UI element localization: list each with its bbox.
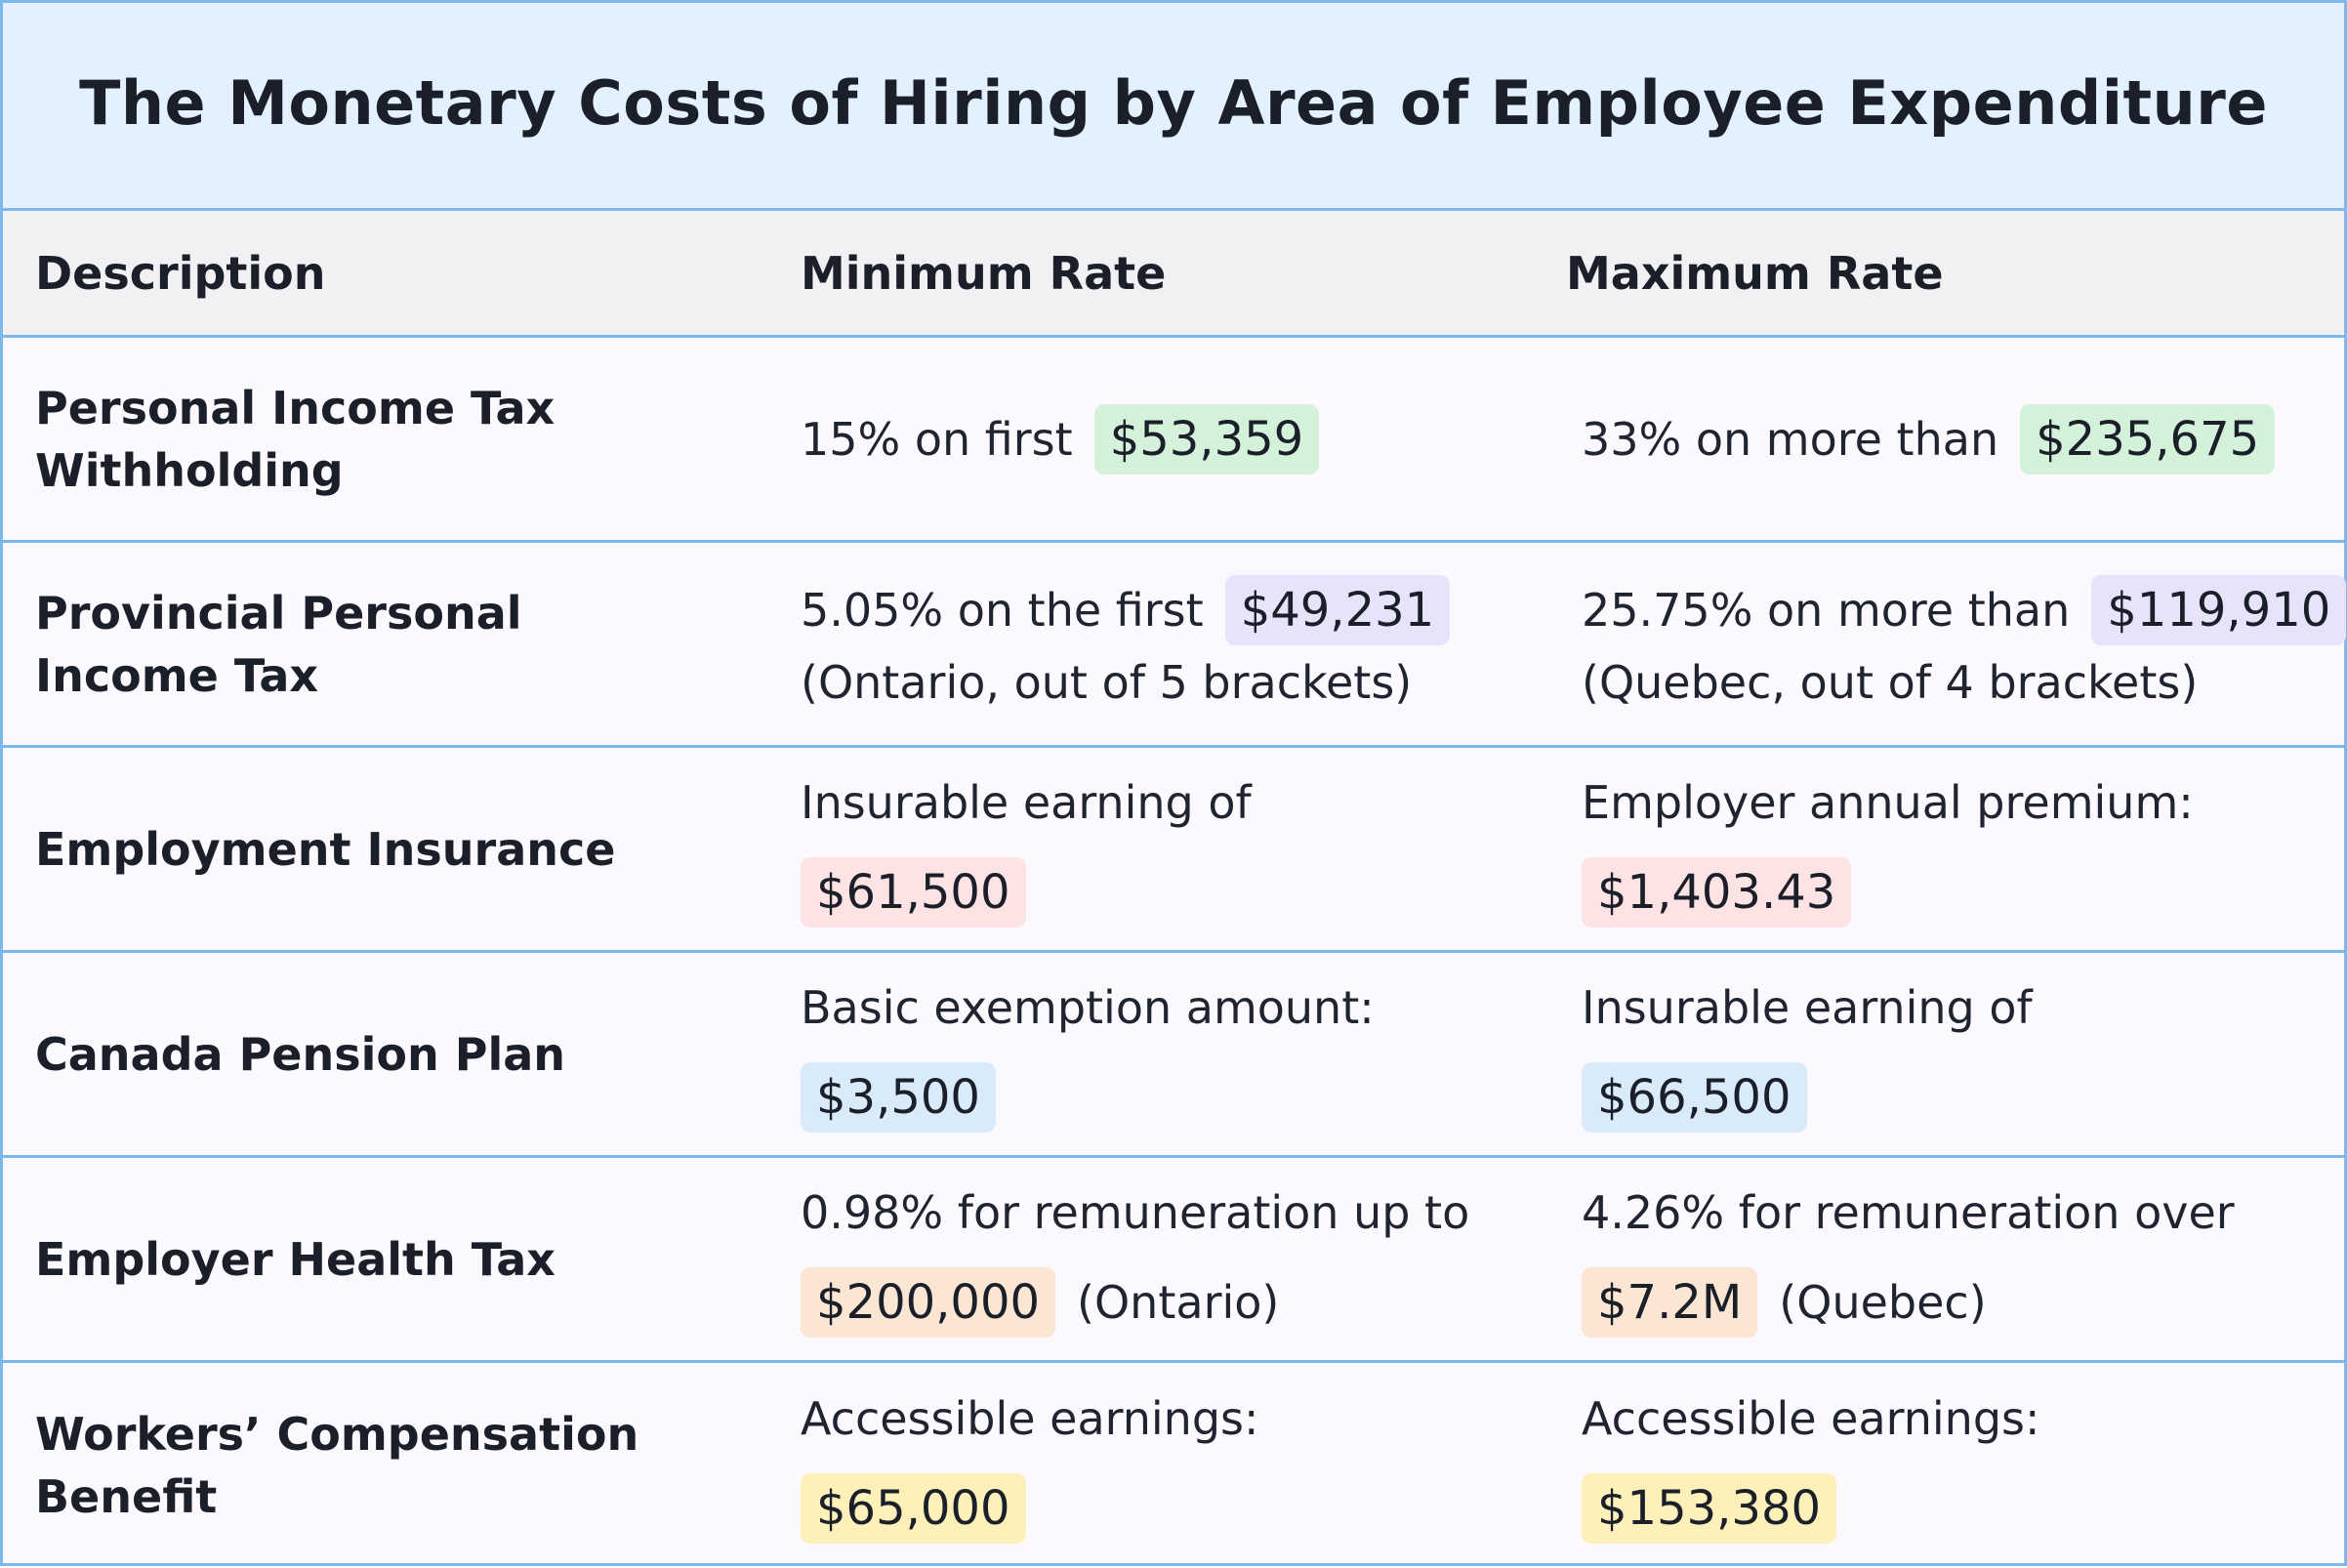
maximum-rate-cell <box>1582 1363 2324 1568</box>
amount-highlight: $61,500 <box>801 857 1026 928</box>
rate-text: 25.75% on more than <box>1582 583 2071 637</box>
header-minimum-rate: Minimum Rate <box>801 246 1167 300</box>
rate-line <box>1582 857 2324 928</box>
description-line: Withholding <box>35 443 344 497</box>
rate-line <box>801 857 1503 928</box>
rate-text: Insurable earning of <box>801 775 1252 829</box>
amount-highlight: $3,500 <box>801 1062 996 1133</box>
rate-text: Accessible earnings: <box>1582 1392 2040 1445</box>
rate-text: 33% on more than <box>1582 412 1999 466</box>
rate-line <box>801 1267 1503 1338</box>
rate-line <box>801 575 1503 645</box>
table-row-employment-insurance <box>3 748 2344 953</box>
table-row-personal-income-tax <box>3 338 2344 543</box>
row-description <box>35 953 719 1155</box>
header-maximum-rate: Maximum Rate <box>1566 246 1944 300</box>
rate-line <box>1582 575 2331 645</box>
amount-highlight: $119,910 <box>2091 575 2346 645</box>
rate-text: 15% on first <box>801 412 1073 466</box>
minimum-rate-cell <box>801 338 1503 540</box>
rate-text: 4.26% for remuneration over <box>1582 1185 2235 1239</box>
table-row-provincial-income-tax <box>3 543 2344 748</box>
maximum-rate-cell <box>1582 543 2331 745</box>
table-row-employer-health-tax <box>3 1158 2344 1363</box>
rate-note: (Quebec, out of 4 brackets) <box>1582 655 2199 709</box>
rate-text: Accessible earnings: <box>801 1392 1259 1445</box>
table-row-canada-pension-plan <box>3 953 2344 1158</box>
amount-highlight: $65,000 <box>801 1473 1026 1544</box>
row-description <box>35 543 719 745</box>
amount-highlight: $1,403.43 <box>1582 857 1851 928</box>
rate-line <box>1582 1062 2324 1133</box>
table-row-workers-compensation <box>3 1363 2344 1568</box>
minimum-rate-cell <box>801 953 1503 1155</box>
rate-text: Basic exemption amount: <box>801 980 1375 1034</box>
maximum-rate-cell <box>1582 953 2324 1155</box>
rate-line <box>1582 1473 2324 1544</box>
description-line: Employer Health Tax <box>35 1232 556 1286</box>
rate-text: 0.98% for remuneration up to <box>801 1185 1470 1239</box>
description-line: Provincial Personal <box>35 586 522 640</box>
amount-highlight: $49,231 <box>1225 575 1451 645</box>
description-line: Personal Income Tax <box>35 381 556 434</box>
rate-line <box>801 1062 1503 1133</box>
rate-line <box>801 1473 1503 1544</box>
header-description: Description <box>35 246 326 300</box>
row-description <box>35 748 719 950</box>
amount-highlight: $200,000 <box>801 1267 1055 1338</box>
row-description <box>35 1363 719 1568</box>
description-line: Workers’ Compensation <box>35 1408 639 1461</box>
minimum-rate-cell <box>801 1363 1503 1568</box>
amount-highlight: $153,380 <box>1582 1473 1836 1544</box>
table-header-row <box>3 211 2344 338</box>
minimum-rate-cell <box>801 543 1503 745</box>
amount-highlight: $235,675 <box>2020 404 2275 475</box>
amount-highlight: $66,500 <box>1582 1062 1807 1133</box>
rate-note: (Ontario) <box>1077 1275 1280 1329</box>
amount-highlight: $53,359 <box>1094 404 1320 475</box>
description-line: Benefit <box>35 1470 218 1523</box>
rate-text: Employer annual premium: <box>1582 775 2194 829</box>
rate-text: Insurable earning of <box>1582 980 2033 1034</box>
rate-note: (Ontario, out of 5 brackets) <box>801 655 1413 709</box>
row-description <box>35 338 719 540</box>
description-line: Employment Insurance <box>35 822 616 876</box>
description-line: Income Tax <box>35 648 319 702</box>
title-bar <box>3 3 2344 211</box>
rate-line <box>801 404 1503 475</box>
rate-line <box>1582 404 2324 475</box>
rate-text: 5.05% on the first <box>801 583 1204 637</box>
table-title: The Monetary Costs of Hiring by Area of Employee Expenditure <box>79 66 2268 139</box>
description-line: Canada Pension Plan <box>35 1027 566 1081</box>
maximum-rate-cell <box>1582 748 2324 950</box>
amount-highlight: $7.2M <box>1582 1267 1757 1338</box>
row-description <box>35 1158 719 1360</box>
minimum-rate-cell <box>801 748 1503 950</box>
rate-note: (Quebec) <box>1779 1275 1987 1329</box>
minimum-rate-cell <box>801 1158 1503 1360</box>
rate-line <box>1582 1267 2324 1338</box>
maximum-rate-cell <box>1582 1158 2324 1360</box>
maximum-rate-cell <box>1582 338 2324 540</box>
